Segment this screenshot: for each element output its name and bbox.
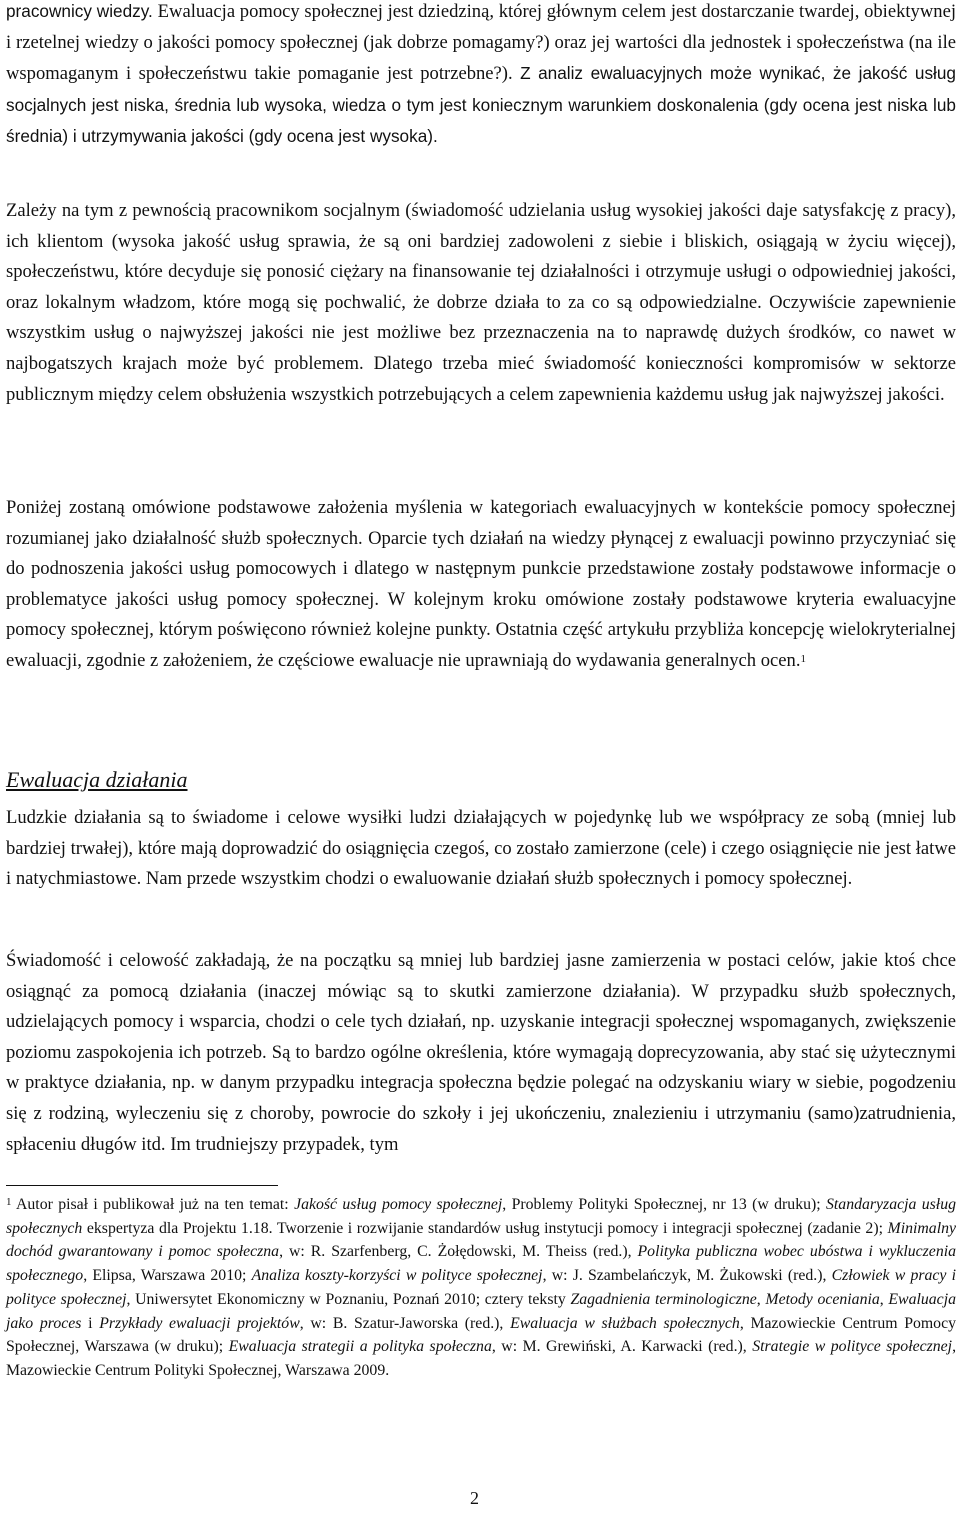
paragraph-intro-middle: Ewaluacja pomocy społecznej jest dziedziną, której głównym celem jest dostarczanie twardej, obiektywnej i rzetelnej wiedzy o jakości pomocy społecznej (jak dobrze pomagamy?) oraz jej wartości dla jednostek i społeczeństwa (na ile wspomaganym i społeczeństwu takie pomaganie jest potrzebne?).: [6, 1, 956, 85]
footnote-title: Zagadnienia terminologiczne: [570, 1290, 757, 1308]
footnote-text: , w: R. Szarfenberg, C. Żołędowski, M. Theiss (red.),: [279, 1243, 638, 1261]
footnote-title: Metody oceniania: [765, 1290, 880, 1308]
footnote-text: , w: M. Grewiński, A. Karwacki (red.),: [491, 1338, 753, 1356]
footnote-text: , Mazowieckie Centrum Pomocy Społecznej, Warszawa (w druku);: [6, 1314, 956, 1356]
footnote-separator: [6, 1185, 278, 1186]
paragraph-outline-text: Poniżej zostaną omówione podstawowe założenia myślenia w kategoriach ewaluacyjnych w kontekście pomocy społecznej rozumianej jako działalność służb społecznych. Oparcie tych działań na wiedzy płynącej z ewaluacji powinno przyczyniać się do podnoszenia jakości usług pomocowych i dlatego w następnym punkcie przedstawione zostały podstawowe informacje o problematyce jakości usług pomocy społecznej. W kolejnym kroku omówione zostały podstawowe kryteria ewaluacyjne pomocy społecznej, którym poświęcono również kolejne punkty. Ostatnia część artykułu przybliża koncepcję wielokryterialnej ewaluacji, zgodnie z założeniem, że częściowe ewaluacje nie uprawniają do wydawania generalnych ocen.: [6, 497, 956, 671]
footnote-title: Człowiek w pracy i polityce społecznej: [6, 1267, 956, 1308]
footnote-title: Przykłady ewaluacji projektów: [99, 1314, 300, 1332]
paragraph-stakeholders: Zależy na tym z pewnością pracownikom socjalnym (świadomość udzielania usług wysokiej jakości daje satysfakcję z pracy), ich klientom (wysoka jakość usług sprawia, że są oni bardziej zadowoleni z siebie i bliskich, osiągają w życiu więcej), społeczeństwu, które decyduje się ponosić ciężary na finansowanie tej działalności i otrzymuje usługi o odpowiedniej jakości, oraz lokalnym władzom, które mogą się pochwalić, że dobrze działa to za co są odpowiedzialne. Oczywiście zapewnienie wszystkim usług o najwyższej jakości nie jest możliwe bez przeznaczenia na to naprawdę dużych środków, co nawet w najbogatszych krajach może być problemem. Dlatego trzeba mieć świadomość konieczności kompromisów w sektorze publicznym między celem obsłużenia wszystkich potrzebujących a celem zapewnienia każdemu usług jak najwyższej jakości.: [6, 200, 956, 405]
footnote-title: Ewaluacja jako proces: [6, 1290, 956, 1332]
paragraph-intro: [6, 0, 956, 153]
footnote-text: ekspertyza dla Projektu 1.18. Tworzenie i rozwijanie standardów usług instytucji pomocy i integracji społecznej (zadanie 2);: [82, 1219, 888, 1237]
footnote-title: Jakość usług pomocy społecznej: [294, 1196, 503, 1213]
footnote-text: Autor pisał i publikował już na ten temat:: [11, 1196, 295, 1213]
footnote-text: , Elipsa, Warszawa 2010;: [83, 1267, 252, 1285]
footnote-title: Strategie w polityce społecznej: [752, 1338, 953, 1356]
footnote-text: ,: [879, 1290, 889, 1308]
paragraph-intro-tail: Z analiz ewaluacyjnych może wynikać, że jakość usług socjalnych jest niska, średnia lub wysoka, wiedza o tym jest koniecznym warunkiem doskonalenia (gdy ocena jest niska lub średnia) i utrzymywania jakości (gdy ocena jest wysoka).: [6, 63, 956, 147]
footnote-title: Standaryzacja usług społecznych: [6, 1196, 956, 1237]
paragraph-awareness: Świadomość i celowość zakładają, że na początku są mniej lub bardziej jasne zamierzenia w postaci celów, jakie ktoś chce osiągnąć za pomocą działania (inaczej mówiąc są to skutki zamierzone działania). W przypadku służb społecznych, udzielających pomocy i wsparcia, chodzi o cele tych działań, np. uzyskanie integracji społecznej wspomaganych, zwiększenie poziomu zaspokojenia ich potrzeb. Są to bardzo ogólne określenia, które wymagają doprecyzowania, aby stać się użytecznymi w praktyce działania, np. w danym przypadku integracja społeczna będzie polegać na odzyskaniu wiary w siebie, pogodzeniu się z rodziną, wyleczeniu się z choroby, powrocie do szkoły i jej ukończeniu, znalezieniu i utrzymaniu (samo)zatrudnienia, spłaceniu długów itd. Im trudniejszy przypadek, tym: [6, 950, 956, 1155]
footnote-text: , Problemy Polityki Społecznej, nr 13 (w druku);: [502, 1196, 827, 1213]
paragraph-outline: [6, 493, 956, 677]
section-heading: Ewaluacja działania: [6, 767, 188, 792]
paragraph-human-actions: Ludzkie działania są to świadome i celowe wysiłki ludzi działających w pojedynkę lub we współpracy ze sobą (mniej lub bardziej trwałej), które mają doprowadzić do osiągnięcia czegoś, co zostało zamierzone (cele) i czego osiągnięcie nie jest łatwe i natychmiastowe. Nam przede wszystkim chodzi o ewaluowanie działań służb społecznych i pomocy społecznej.: [6, 807, 956, 890]
footnote-text: ,: [756, 1290, 766, 1308]
footnote-title: Ewaluacja w służbach społecznych: [510, 1314, 740, 1332]
footnote-text: , Mazowieckie Centrum Polityki Społecznej, Warszawa 2009.: [6, 1338, 957, 1379]
footnote-title: Polityka publiczna wobec ubóstwa i wykluczenia społecznego: [6, 1243, 957, 1285]
footnote-text: , w: J. Szambelańczyk, M. Żukowski (red.),: [542, 1267, 832, 1285]
paragraph-intro-lead: pracownicy wiedzy.: [6, 1, 158, 21]
footnote: [6, 1193, 956, 1383]
footnote-text: , Uniwersytet Ekonomiczny w Poznaniu, Poznań 2010; cztery teksty: [126, 1290, 571, 1308]
page-number: 2: [470, 1488, 479, 1508]
footnote-reference[interactable]: 1: [800, 652, 806, 665]
footnote-text: i: [81, 1314, 100, 1332]
footnote-number: 1: [6, 1196, 12, 1208]
footnote-title: Minimalny dochód gwarantowany i pomoc społeczna: [6, 1219, 956, 1261]
footnote-title: Ewaluacja strategii a polityka społeczna: [228, 1338, 492, 1356]
footnote-text: , w: B. Szatur-Jaworska (red.),: [299, 1314, 511, 1332]
footnote-title: Analiza koszty-korzyści w polityce społecznej: [251, 1267, 543, 1285]
